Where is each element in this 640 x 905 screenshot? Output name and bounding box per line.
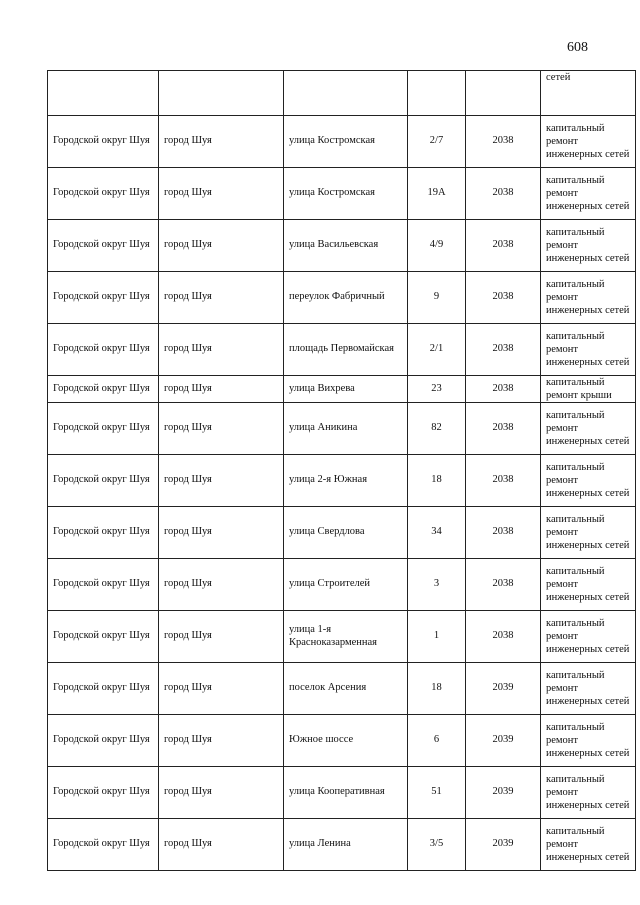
cell-year: 2038 [466,559,541,611]
cell-municipality: Городской округ Шуя [48,767,159,819]
cell-work-type: капитальный ремонт инженерных сетей [541,767,636,819]
cell-house: 2/7 [408,116,466,168]
cell-municipality: Городской округ Шуя [48,376,159,403]
cell-settlement: город Шуя [159,220,284,272]
cell-house: 82 [408,403,466,455]
cell-house: 18 [408,663,466,715]
table-row [48,663,636,715]
cell-settlement: город Шуя [159,611,284,663]
cell-work-type: капитальный ремонт инженерных сетей [541,611,636,663]
cell-settlement: город Шуя [159,715,284,767]
cell-municipality: Городской округ Шуя [48,116,159,168]
cell-house: 34 [408,507,466,559]
cell-year: 2038 [466,611,541,663]
cell-work-type: капитальный ремонт инженерных сетей [541,559,636,611]
cell-house: 19А [408,168,466,220]
table-row [48,168,636,220]
cell-municipality: Городской округ Шуя [48,715,159,767]
cell-street: улица Костромская [284,168,408,220]
cell-settlement: город Шуя [159,168,284,220]
cell-year: 2038 [466,324,541,376]
cell-house: 3/5 [408,819,466,871]
cell-work-type: капитальный ремонт инженерных сетей [541,663,636,715]
cell-settlement: город Шуя [159,455,284,507]
cell-street: улица 1-я Красноказарменная [284,611,408,663]
repair-schedule-table [47,70,636,871]
table-row [48,507,636,559]
cell-year [466,71,541,116]
cell-street: улица 2-я Южная [284,455,408,507]
cell-street [284,71,408,116]
cell-municipality: Городской округ Шуя [48,663,159,715]
table-body [48,71,636,871]
cell-year: 2039 [466,715,541,767]
cell-street: улица Вихрева [284,376,408,403]
table-row [48,611,636,663]
cell-house: 6 [408,715,466,767]
cell-work-type: капитальный ремонт инженерных сетей [541,116,636,168]
cell-work-type: капитальный ремонт инженерных сетей [541,220,636,272]
cell-municipality [48,71,159,116]
cell-work-type: капитальный ремонт крыши [541,376,636,403]
cell-municipality: Городской округ Шуя [48,507,159,559]
cell-house: 51 [408,767,466,819]
cell-house: 23 [408,376,466,403]
cell-settlement: город Шуя [159,767,284,819]
table-row [48,715,636,767]
cell-year: 2038 [466,403,541,455]
cell-year: 2038 [466,507,541,559]
cell-work-type: капитальный ремонт инженерных сетей [541,819,636,871]
cell-year: 2039 [466,663,541,715]
cell-house: 1 [408,611,466,663]
cell-work-type: капитальный ремонт инженерных сетей [541,715,636,767]
cell-street: улица Кооперативная [284,767,408,819]
cell-year: 2038 [466,272,541,324]
cell-work-type: капитальный ремонт инженерных сетей [541,507,636,559]
cell-house: 3 [408,559,466,611]
cell-street: улица Ленина [284,819,408,871]
cell-year: 2038 [466,455,541,507]
cell-municipality: Городской округ Шуя [48,324,159,376]
cell-house [408,71,466,116]
cell-work-type: капитальный ремонт инженерных сетей [541,455,636,507]
cell-municipality: Городской округ Шуя [48,403,159,455]
cell-house: 2/1 [408,324,466,376]
cell-settlement: город Шуя [159,507,284,559]
cell-settlement: город Шуя [159,324,284,376]
cell-work-type: сетей [541,71,636,116]
cell-municipality: Городской округ Шуя [48,168,159,220]
cell-year: 2039 [466,767,541,819]
cell-settlement [159,71,284,116]
cell-year: 2038 [466,116,541,168]
cell-municipality: Городской округ Шуя [48,559,159,611]
cell-house: 4/9 [408,220,466,272]
cell-street: площадь Первомайская [284,324,408,376]
table-row [48,767,636,819]
cell-street: поселок Арсения [284,663,408,715]
cell-municipality: Городской округ Шуя [48,220,159,272]
table-row [48,455,636,507]
cell-street: улица Свердлова [284,507,408,559]
table-row-continued [48,71,636,116]
cell-municipality: Городской округ Шуя [48,611,159,663]
cell-year: 2038 [466,220,541,272]
table-row [48,220,636,272]
cell-work-type: капитальный ремонт инженерных сетей [541,324,636,376]
cell-street: Южное шоссе [284,715,408,767]
cell-municipality: Городской округ Шуя [48,272,159,324]
cell-street: улица Костромская [284,116,408,168]
cell-house: 18 [408,455,466,507]
cell-year: 2039 [466,819,541,871]
cell-work-type: капитальный ремонт инженерных сетей [541,272,636,324]
cell-street: улица Аникина [284,403,408,455]
table-row [48,403,636,455]
table-row [48,376,636,403]
table-row [48,559,636,611]
cell-settlement: город Шуя [159,663,284,715]
cell-work-type: капитальный ремонт инженерных сетей [541,403,636,455]
cell-street: улица Васильевская [284,220,408,272]
table-row [48,116,636,168]
cell-year: 2038 [466,168,541,220]
page-number: 608 [567,40,588,55]
cell-settlement: город Шуя [159,559,284,611]
cell-house: 9 [408,272,466,324]
table-row [48,272,636,324]
table-row [48,819,636,871]
cell-municipality: Городской округ Шуя [48,455,159,507]
cell-settlement: город Шуя [159,403,284,455]
cell-settlement: город Шуя [159,116,284,168]
cell-street: переулок Фабричный [284,272,408,324]
cell-street: улица Строителей [284,559,408,611]
cell-settlement: город Шуя [159,819,284,871]
cell-settlement: город Шуя [159,272,284,324]
cell-year: 2038 [466,376,541,403]
table-row [48,324,636,376]
cell-work-type: капитальный ремонт инженерных сетей [541,168,636,220]
cell-municipality: Городской округ Шуя [48,819,159,871]
cell-settlement: город Шуя [159,376,284,403]
